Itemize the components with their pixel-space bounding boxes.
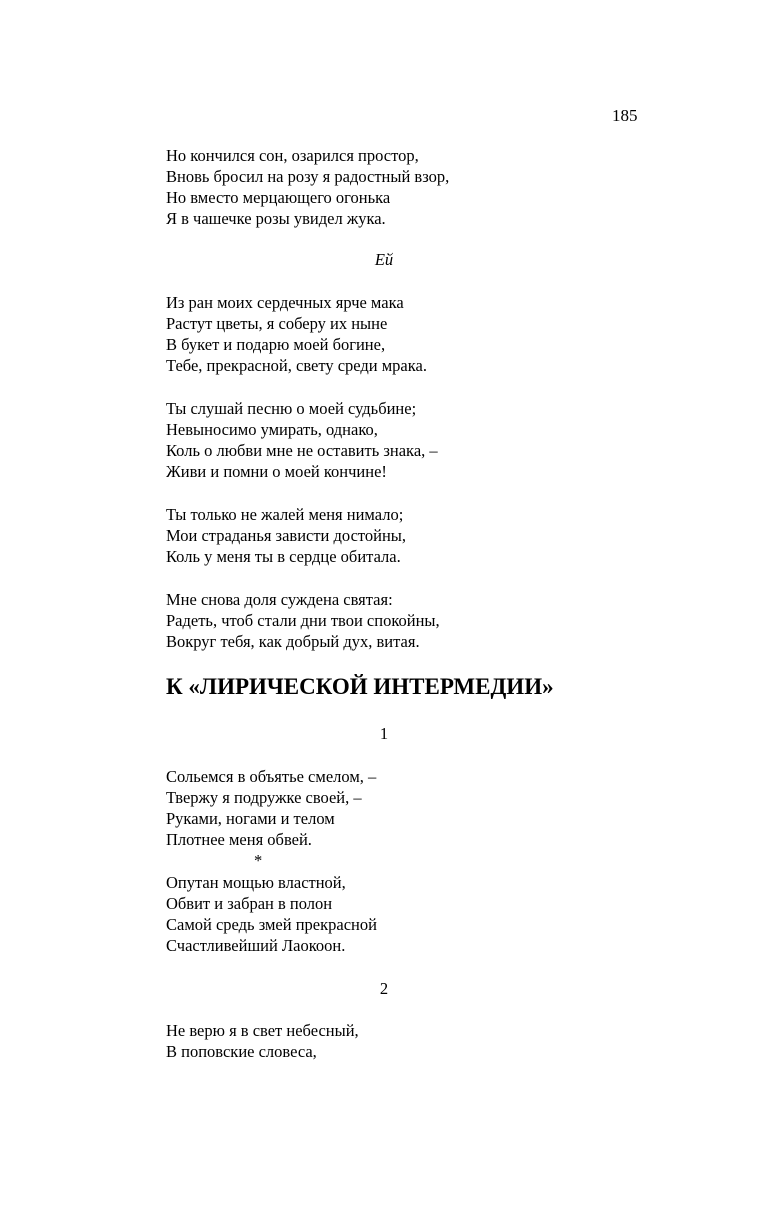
poem-line: Сольемся в объятье смелом, –	[166, 767, 377, 786]
poem-title: Ей	[374, 250, 394, 269]
poem-line: Невыносимо умирать, однако,	[166, 420, 378, 439]
poem-line: Но вместо мерцающего огонька	[166, 188, 391, 207]
poem-line: Не верю я в свет небесный,	[166, 1021, 359, 1040]
section-heading: К «ЛИРИЧЕСКОЙ ИНТЕРМЕДИИ»	[166, 674, 554, 699]
poem-line: Растут цветы, я соберу их ныне	[166, 314, 388, 333]
poem-line: Я в чашечке розы увидел жука.	[166, 209, 386, 228]
poem-line: Но кончился сон, озарился простор,	[166, 146, 419, 165]
poem-line: Самой средь змей прекрасной	[166, 915, 377, 934]
poem-line: Обвит и забран в полон	[166, 894, 333, 913]
poem-line: Мне снова доля суждена святая:	[166, 590, 393, 609]
part-number: 1	[379, 724, 389, 743]
poem-line: Живи и помни о моей кончине!	[166, 462, 387, 481]
poem-line: Коль у меня ты в сердце обитала.	[166, 547, 401, 566]
poem-line: Твержу я подружке своей, –	[166, 788, 362, 807]
poem-line: Вновь бросил на розу я радостный взор,	[166, 167, 450, 186]
poem-line: В букет и подарю моей богине,	[166, 335, 386, 354]
poem-line: В поповские словеса,	[166, 1042, 317, 1061]
poem-line: Счастливейший Лаокоон.	[166, 936, 346, 955]
poem-line: Тебе, прекрасной, свету среди мрака.	[166, 356, 427, 375]
page-number: 185	[612, 106, 638, 125]
part-number: 2	[379, 979, 389, 998]
poem-line: Коль о любви мне не оставить знака, –	[166, 441, 438, 460]
poem-line: Ты слушай песню о моей судьбине;	[166, 399, 417, 418]
stanza-separator: *	[254, 851, 263, 870]
poem-line: Плотнее меня обвей.	[166, 830, 312, 849]
poem-line: Опутан мощью властной,	[166, 873, 346, 892]
poem-line: Из ран моих сердечных ярче мака	[166, 293, 404, 312]
poem-line: Вокруг тебя, как добрый дух, витая.	[166, 632, 420, 651]
poem-line: Руками, ногами и телом	[166, 809, 335, 828]
poem-line: Радеть, чтоб стали дни твои спокойны,	[166, 611, 440, 630]
poem-line: Ты только не жалей меня нимало;	[166, 505, 404, 524]
poem-line: Мои страданья зависти достойны,	[166, 526, 407, 545]
